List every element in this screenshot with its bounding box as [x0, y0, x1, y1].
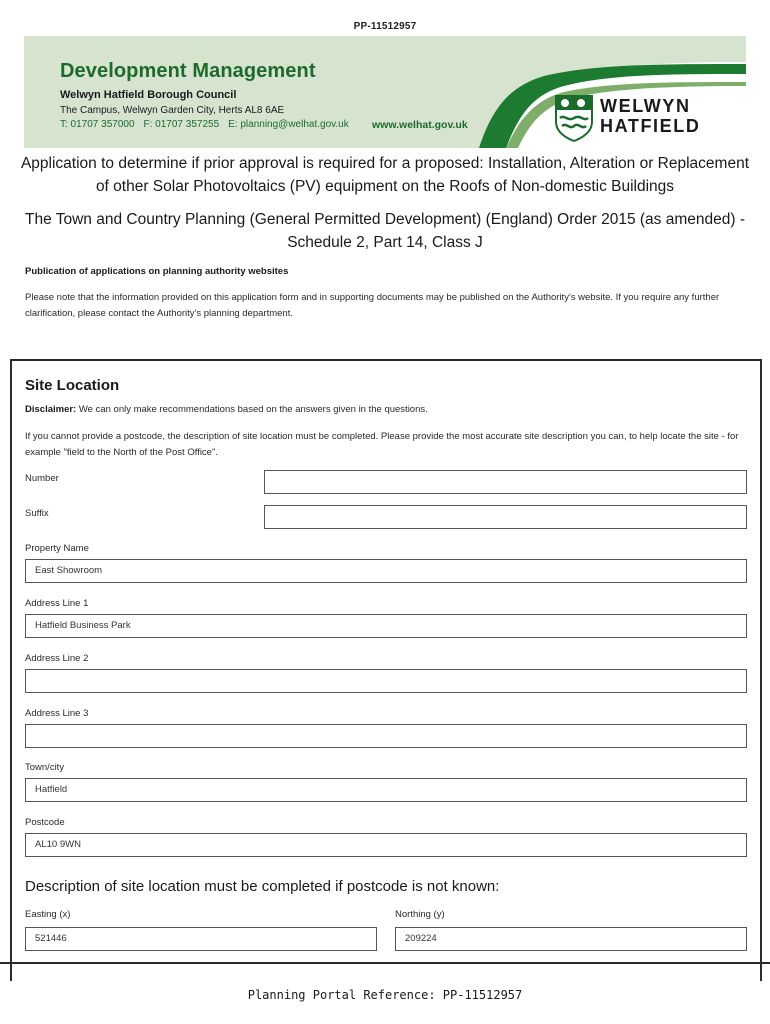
address-line-1-input[interactable]: Hatfield Business Park	[25, 614, 747, 638]
property-name-label: Property Name	[25, 543, 89, 554]
suffix-label: Suffix	[25, 508, 49, 519]
northing-label: Northing (y)	[395, 909, 445, 920]
email-link[interactable]: E: planning@welhat.gov.uk	[228, 119, 349, 130]
disclaimer-text: We can only make recommendations based on the answers given in the questions.	[76, 404, 428, 415]
postcode-input[interactable]: AL10 9WN	[25, 833, 747, 857]
footer-reference: Planning Portal Reference: PP-11512957	[247, 988, 523, 1002]
address-line-2-label: Address Line 2	[25, 653, 89, 664]
number-label: Number	[25, 473, 59, 484]
description-title: Description of site location must be completed if postcode is not known:	[25, 878, 500, 895]
suffix-input[interactable]	[264, 505, 747, 529]
northing-input[interactable]: 209224	[395, 927, 747, 951]
address-line-1-label: Address Line 1	[25, 598, 89, 609]
page-reference: PP-11512957	[353, 21, 417, 32]
council-name: Welwyn Hatfield Borough Council	[60, 89, 237, 101]
easting-label: Easting (x)	[25, 909, 71, 920]
property-name-input[interactable]: East Showroom	[25, 559, 747, 583]
page-divider	[0, 962, 770, 964]
postcode-label: Postcode	[25, 817, 65, 828]
logo-line-2: HATFIELD	[600, 116, 701, 136]
shield-icon	[554, 94, 594, 142]
fax: F: 01707 357255	[143, 119, 220, 130]
town-city-input[interactable]: Hatfield	[25, 778, 747, 802]
logo-text	[600, 96, 700, 136]
logo-line-1: WELWYN	[600, 96, 691, 116]
site-location-section	[10, 359, 762, 981]
publication-heading: Publication of applications on planning authority websites	[25, 266, 289, 277]
easting-input[interactable]: 521446	[25, 927, 377, 951]
form-title: Application to determine if prior approval is required for a proposed: Installation, Alteration or Replacement of other Solar Photovoltaics (PV) equipment on the Roofs of Non-domestic Buildings	[20, 155, 750, 195]
town-city-label: Town/city	[25, 762, 65, 773]
council-contact	[60, 119, 349, 130]
disclaimer	[25, 404, 428, 415]
address-line-2-input[interactable]	[25, 669, 747, 693]
welwyn-hatfield-logo	[554, 94, 724, 144]
form-subtitle: The Town and Country Planning (General Permitted Development) (England) Order 2015 (as amended) - Schedule 2, Part 14, Class J	[25, 211, 745, 251]
disclaimer-label: Disclaimer:	[25, 404, 77, 415]
website-link[interactable]: www.welhat.gov.uk	[372, 119, 468, 131]
council-address: The Campus, Welwyn Garden City, Herts AL8 6AE	[60, 105, 285, 116]
section-title: Site Location	[25, 377, 120, 394]
publication-text: Please note that the information provided on this application form and in supporting documents may be published on the Authority's website. If you require any further clarification, please contact the Authority's planning department.	[25, 292, 720, 319]
org-title: Development Management	[60, 60, 316, 82]
address-line-3-label: Address Line 3	[25, 708, 89, 719]
number-input[interactable]	[264, 470, 747, 494]
telephone: T: 01707 357000	[60, 119, 135, 130]
address-line-3-input[interactable]	[25, 724, 747, 748]
header-banner	[24, 36, 746, 148]
help-text: If you cannot provide a postcode, the description of site location must be completed. Please provide the most accurate site description you can, to help locate the site - for example "field to the North of the Post Office".	[25, 431, 739, 458]
